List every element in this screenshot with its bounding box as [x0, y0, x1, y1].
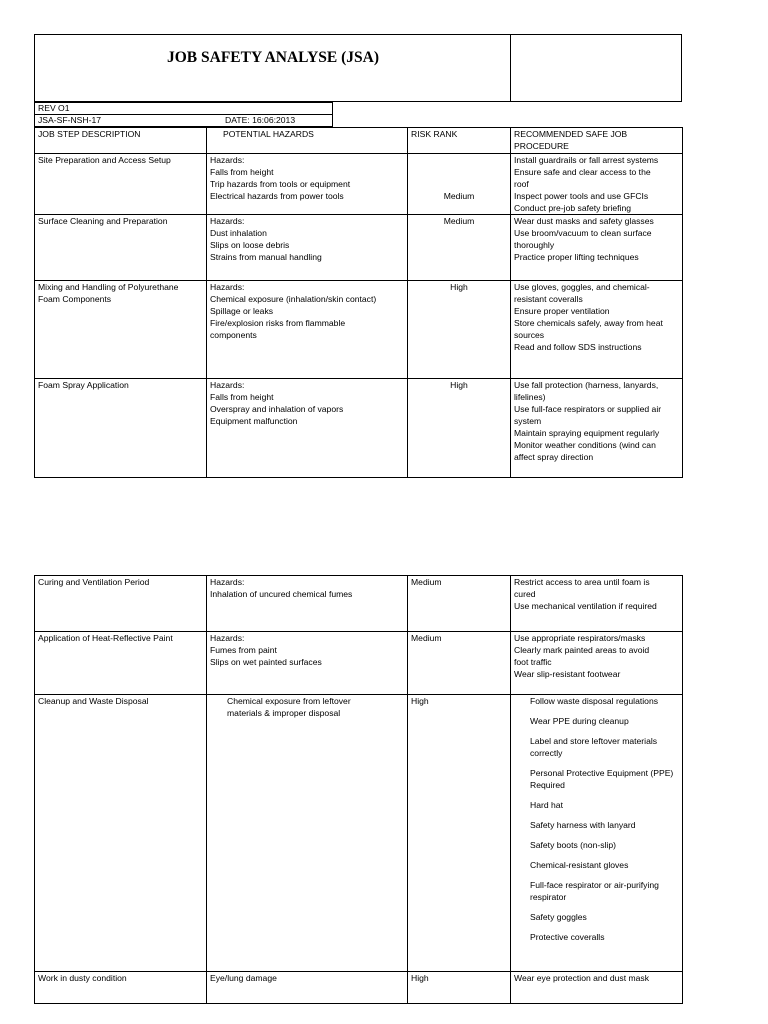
header-risk: RISK RANK — [408, 128, 511, 154]
header-divider — [510, 35, 511, 101]
table-row — [35, 695, 683, 972]
procedure-cell: Use fall protection (harness, lanyards, lifelines) Use full-face respirators or supplied air system Maintain spraying equipment regularly Monitor weather conditions (wind can affect spray direction — [511, 379, 683, 478]
risk-rank-cell: Medium — [408, 154, 511, 215]
procedure-cell: Use gloves, goggles, and chemical- resistant coveralls Ensure proper ventilation Store chemicals safely, away from heat sources Read and follow SDS instructions — [511, 281, 683, 379]
document-meta — [34, 102, 333, 127]
hazards-cell: Chemical exposure from leftover materials & improper disposal — [207, 695, 408, 972]
procedure-cell: Wear eye protection and dust mask — [511, 972, 683, 1004]
table-row — [35, 379, 683, 478]
document-date: DATE: 16:06:2013 — [225, 115, 296, 125]
procedure-cell: Use appropriate respirators/masks Clearly mark painted areas to avoid foot traffic Wear slip-resistant footwear — [511, 632, 683, 695]
title-box — [34, 34, 682, 102]
hazards-cell: Hazards: Inhalation of uncured chemical fumes — [207, 576, 408, 632]
risk-rank-cell: Medium — [408, 215, 511, 281]
job-step-cell: Curing and Ventilation Period — [35, 576, 207, 632]
hazards-cell: Hazards: Chemical exposure (inhalation/skin contact) Spillage or leaks Fire/explosion risks from flammable components — [207, 281, 408, 379]
procedure-cell: Restrict access to area until foam is cured Use mechanical ventilation if required — [511, 576, 683, 632]
header-hazards: POTENTIAL HAZARDS — [207, 128, 408, 154]
hazards-cell: Hazards: Falls from height Trip hazards from tools or equipment Electrical hazards from power tools — [207, 154, 408, 215]
risk-rank-cell: High — [408, 281, 511, 379]
table-row — [35, 972, 683, 1004]
risk-rank-cell: High — [408, 695, 511, 972]
header-job-step: JOB STEP DESCRIPTION — [35, 128, 207, 154]
procedure-cell: Follow waste disposal regulations Wear PPE during cleanup Label and store leftover materials correctly Personal Protective Equipment (PPE) Required Hard hat Safety harness with lanyard Safety boots (non-slip) Chemical-resistant gloves Full-face respirator or air-purifying respirator Safety goggles Protective coveralls — [511, 695, 683, 972]
job-step-cell: Site Preparation and Access Setup — [35, 154, 207, 215]
hazards-cell: Hazards: Fumes from paint Slips on wet painted surfaces — [207, 632, 408, 695]
header-procedure: RECOMMENDED SAFE JOB PROCEDURE — [511, 128, 683, 154]
job-step-cell: Foam Spray Application — [35, 379, 207, 478]
jsa-table-2 — [34, 575, 683, 1004]
risk-rank-cell: Medium — [408, 576, 511, 632]
table-row — [35, 215, 683, 281]
hazards-cell: Eye/lung damage — [207, 972, 408, 1004]
procedure-cell: Install guardrails or fall arrest systems Ensure safe and clear access to the roof Inspect power tools and use GFCIs Conduct pre-job safety briefing — [511, 154, 683, 215]
document-title: JOB SAFETY ANALYSE (JSA) — [166, 49, 380, 66]
document-number: JSA-SF-NSH-17 — [38, 115, 102, 125]
risk-rank-cell: High — [408, 379, 511, 478]
hazards-cell: Hazards: Dust inhalation Slips on loose debris Strains from manual handling — [207, 215, 408, 281]
risk-rank-cell: High — [408, 972, 511, 1004]
table-header-row — [35, 128, 683, 154]
table-row — [35, 632, 683, 695]
procedure-cell: Wear dust masks and safety glasses Use broom/vacuum to clean surface thoroughly Practice proper lifting techniques — [511, 215, 683, 281]
jsa-table-1 — [34, 127, 683, 478]
job-step-cell: Surface Cleaning and Preparation — [35, 215, 207, 281]
table-row — [35, 576, 683, 632]
table-row — [35, 154, 683, 215]
job-step-cell: Application of Heat-Reflective Paint — [35, 632, 207, 695]
risk-rank-cell: Medium — [408, 632, 511, 695]
job-step-cell: Cleanup and Waste Disposal — [35, 695, 207, 972]
job-step-cell: Mixing and Handling of Polyurethane Foam Components — [35, 281, 207, 379]
revision: REV O1 — [35, 103, 333, 115]
table-row — [35, 281, 683, 379]
job-step-cell: Work in dusty condition — [35, 972, 207, 1004]
hazards-cell: Hazards: Falls from height Overspray and inhalation of vapors Equipment malfunction — [207, 379, 408, 478]
